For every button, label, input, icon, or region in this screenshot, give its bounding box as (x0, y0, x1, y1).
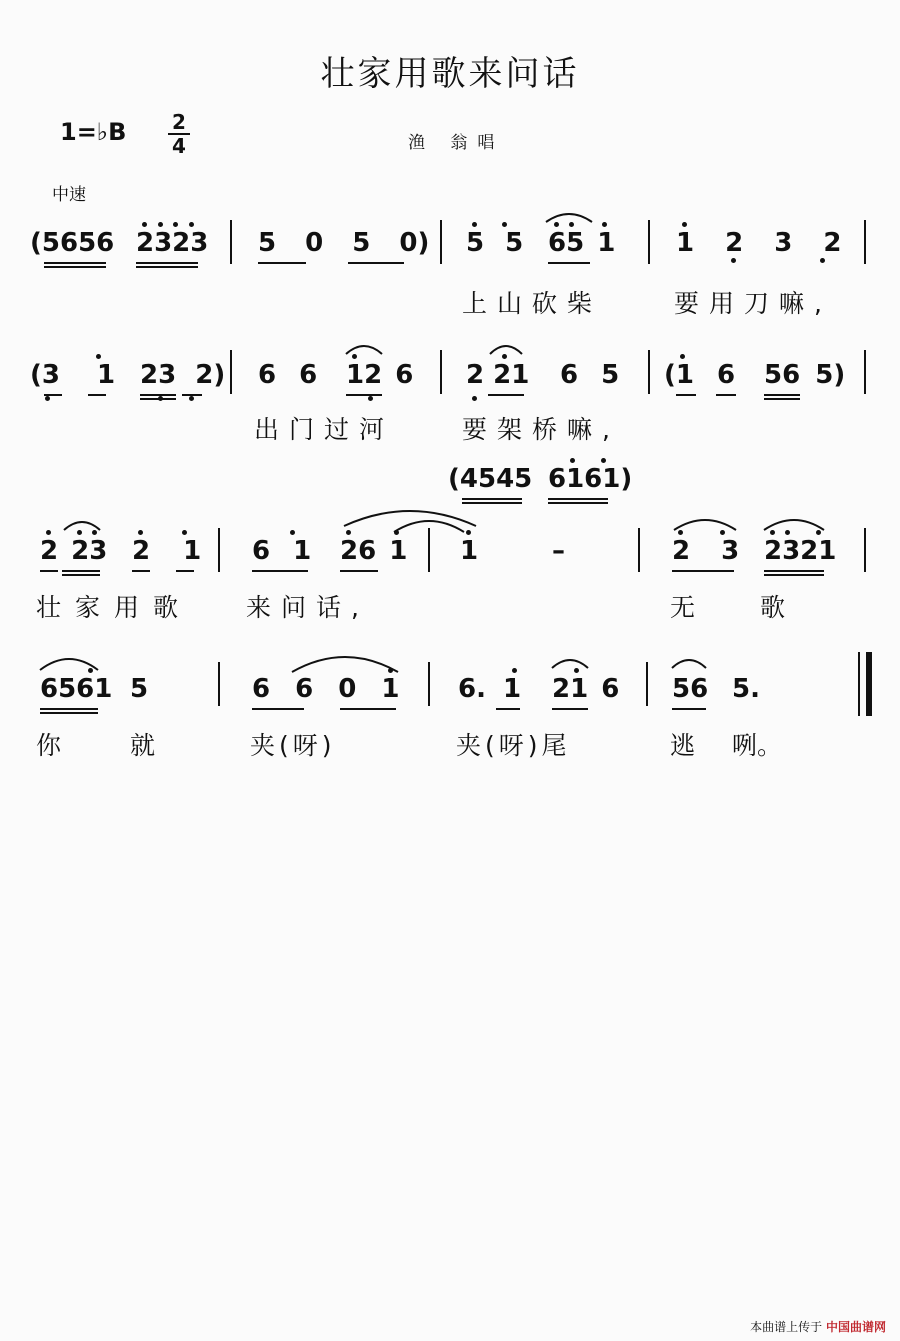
note-group: 56 (672, 674, 709, 704)
note-group: 5 5 (466, 228, 524, 258)
note-group: – (552, 536, 565, 566)
note-group: 6561 (40, 674, 113, 704)
note-group: (4545 (448, 464, 533, 494)
note-group: 6 1 (252, 536, 312, 566)
note-group: 6. 1 (458, 674, 522, 704)
staff-line-2 (0, 340, 900, 444)
note-group: (1 6 (664, 360, 736, 390)
slur (290, 650, 400, 674)
staff-line-4 (0, 640, 900, 760)
slur (62, 518, 102, 532)
note-group: 5. (732, 674, 760, 704)
staff-line-3 (0, 510, 900, 620)
note-group: 12 6 (346, 360, 414, 390)
lyric: 来问话, (246, 593, 369, 622)
lyric: 无 (670, 593, 696, 622)
note-group: 2 1 (132, 536, 202, 566)
lyric: 要用刀嘛, (674, 289, 832, 318)
footer-text: 本曲谱上传于 (750, 1320, 823, 1334)
note-group: (5656 (30, 228, 115, 258)
note-group: 6 6 0 1 (252, 674, 400, 704)
slur (762, 516, 826, 532)
note-group: 6161) (548, 464, 633, 494)
slur (344, 342, 384, 356)
key-signature: 1=♭B (60, 118, 127, 146)
note-group: 1 (460, 536, 479, 566)
lyric: 咧。 (732, 731, 783, 760)
note-group: 2 3 (672, 536, 740, 566)
footer (750, 1318, 886, 1335)
note-group: 2321 (764, 536, 837, 566)
note-group: 23 2) (140, 360, 226, 390)
time-numerator: 2 (172, 110, 186, 134)
slur (670, 656, 708, 670)
lyric: 夹(呀) (250, 731, 336, 760)
note-group: 2 21 (466, 360, 530, 390)
note-group: 2323 (136, 228, 209, 258)
performer-credit: 渔 翁唱 (408, 133, 505, 153)
note-group: 6 6 (258, 360, 318, 390)
staff-line-1 (0, 210, 900, 320)
slur (550, 656, 590, 670)
page-title: 壮家用歌来问话 (320, 54, 580, 94)
lyric: 要架桥嘛, (462, 415, 620, 444)
slur (488, 342, 524, 356)
note-group: 1 2 3 2 (676, 228, 842, 258)
note-group: 26 1 (340, 536, 408, 566)
lyric: 你 (36, 731, 62, 760)
slur (38, 654, 100, 672)
lyric: 壮家用歌 (36, 593, 193, 622)
tempo-marking: 中速 (52, 185, 86, 205)
note-group: 5 (130, 674, 149, 704)
slur (544, 210, 594, 224)
lyric: 夹(呀)尾 (456, 731, 571, 760)
site-logo[interactable]: 中国曲谱网 (825, 1320, 886, 1334)
interlude (0, 458, 900, 508)
lyric: 上山砍柴 (462, 289, 603, 318)
note-group: 6 5 (560, 360, 620, 390)
lyric: 就 (130, 731, 156, 760)
time-signature (168, 112, 190, 156)
lyric: 逃 (670, 731, 696, 760)
slur (672, 516, 738, 532)
note-group: 65 1 (548, 228, 616, 258)
time-denominator: 4 (172, 134, 186, 158)
lyric: 歌 (760, 593, 786, 622)
note-group: 2 23 (40, 536, 108, 566)
note-group: 5 0 5 0) (258, 228, 430, 258)
lyric: 出门过河 (254, 415, 395, 444)
note-group: 21 6 (552, 674, 620, 704)
note-group: (3 1 (30, 360, 116, 390)
note-group: 56 5) (764, 360, 846, 390)
